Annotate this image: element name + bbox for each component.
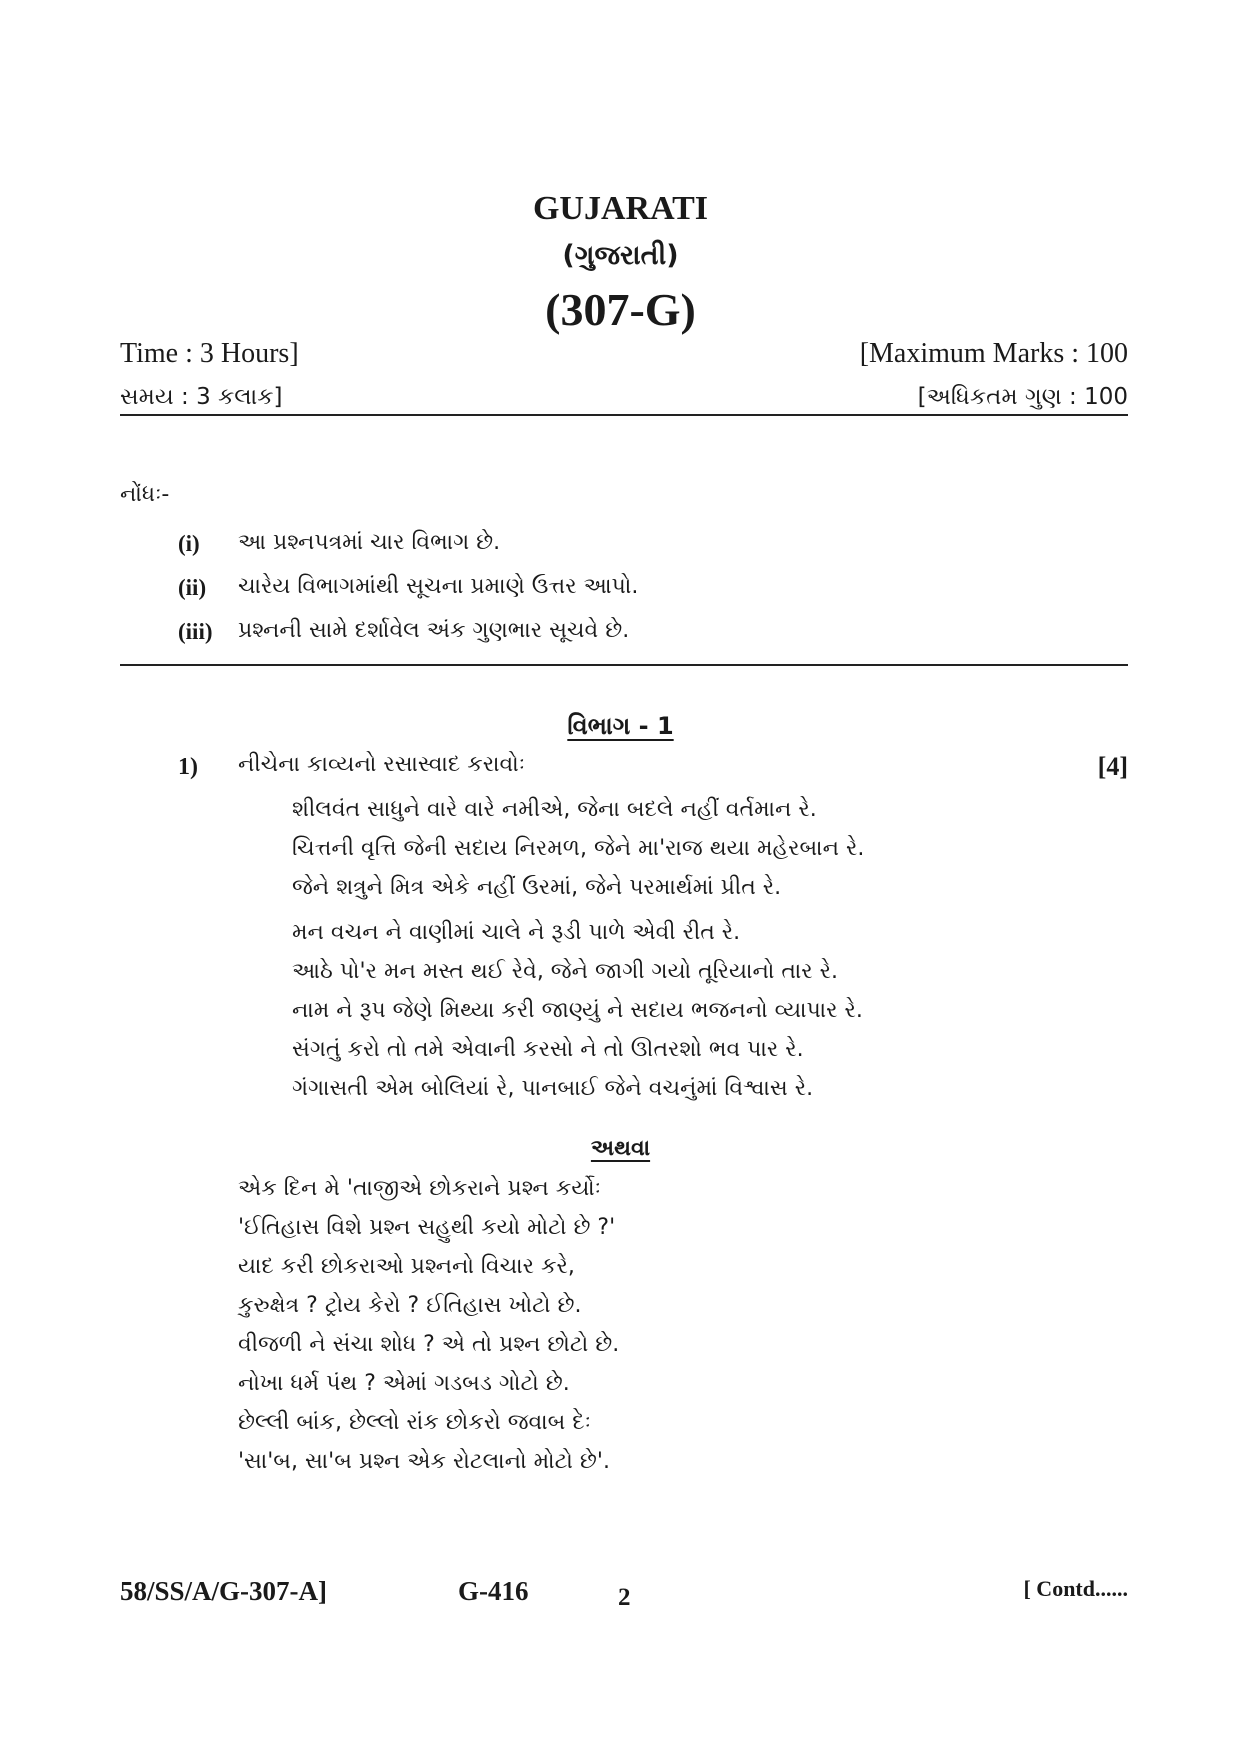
note-text: પ્રશ્નની સામે દર્શાવેલ અંક ગુણભાર સૂચવે છે.	[238, 618, 630, 643]
poem-line: ગંગાસતી એમ બોલિયાં રે, પાનબાઈ જેને વચનુંમાં વિશ્વાસ રે.	[292, 1076, 814, 1101]
max-marks-gujarati: [અધિકતમ ગુણ : 100	[917, 384, 1128, 410]
or-separator: અથવા	[590, 1136, 651, 1161]
poem-line: મન વચન ને વાણીમાં ચાલે ને રૂડી પાળે એવી રીત રે.	[292, 920, 741, 945]
page-number: 2	[618, 1584, 631, 1611]
notes-label: નોંધઃ-	[120, 482, 170, 507]
alt-poem-line: વીજળી ને સંચા શોધ ? એ તો પ્રશ્ન છોટો છે.	[238, 1332, 620, 1357]
poem-line: આઠે પો'ર મન મસ્ત થઈ રેવે, જેને જાગી ગયો તૂરિયાનો તાર રે.	[292, 959, 839, 984]
paper-code: (307-G)	[545, 284, 696, 335]
alt-poem-line: કુરુક્ષેત્ર ? ટ્રોય કેરો ? ઈતિહાસ ખોટો છે.	[238, 1293, 582, 1318]
alt-poem-line: નોખા ધર્મ પંથ ? એમાં ગડબડ ગોટો છે.	[238, 1371, 570, 1396]
continued-label: [ Contd......	[1023, 1576, 1128, 1601]
max-marks-english: [Maximum Marks : 100	[859, 338, 1128, 369]
note-text: આ પ્રશ્નપત્રમાં ચાર વિભાગ છે.	[238, 530, 501, 555]
alt-poem-line: 'સા'બ, સા'બ પ્રશ્ન એક રોટલાનો મોટો છે'.	[238, 1449, 610, 1474]
alt-poem-line: એક દિન મે 'તાજીએ છોકરાને પ્રશ્ન કર્યોઃ	[238, 1176, 601, 1201]
time-english: Time : 3 Hours]	[120, 338, 299, 369]
top-divider	[120, 414, 1128, 416]
alt-poem-line: યાદ કરી છોકરાઓ પ્રશ્નનો વિચાર કરે,	[238, 1254, 575, 1279]
paper-subtitle: (ગુજરાતી)	[562, 240, 679, 271]
question-number: 1)	[178, 754, 198, 780]
paper-title: GUJARATI	[532, 190, 709, 227]
poem-line: ચિત્તની વૃત્તિ જેની સદાય નિરમળ, જેને મા'રાજ થયા મહેરબાન રે.	[292, 836, 865, 861]
question-marks: [4]	[1097, 752, 1128, 781]
note-number: (ii)	[178, 575, 207, 600]
section-heading: વિભાગ - 1	[567, 712, 674, 740]
poem-line: શીલવંત સાધુને વારે વારે નમીએ, જેના બદલે નહીં વર્તમાન રે.	[292, 797, 817, 822]
note-text: ચારેય વિભાગમાંથી સૂચના પ્રમાણે ઉત્તર આપો.	[238, 574, 639, 599]
alt-poem-line: 'ઈતિહાસ વિશે પ્રશ્ન સહુથી કયો મોટો છે ?'	[238, 1215, 616, 1240]
alt-poem-line: છેલ્લી બાંક, છેલ્લો રાંક છોકરો જવાબ દેઃ	[238, 1410, 591, 1435]
poem-line: જેને શત્રુને મિત્ર એકે નહીં ઉરમાં, જેને પરમાર્થમાં પ્રીત રે.	[292, 875, 782, 900]
footer-series: G-416	[458, 1576, 529, 1606]
footer-paper-code: 58/SS/A/G-307-A]	[120, 1576, 328, 1606]
notes-divider	[120, 664, 1128, 666]
note-number: (iii)	[178, 619, 213, 644]
poem-line: સંગતું કરો તો તમે એવાની કરસો ને તો ઊતરશો ભવ પાર રે.	[292, 1037, 804, 1062]
note-number: (i)	[178, 531, 200, 556]
question-text: નીચેના કાવ્યનો રસાસ્વાદ કરાવોઃ	[238, 752, 526, 777]
time-gujarati: સમય : 3 કલાક]	[120, 384, 283, 410]
poem-line: નામ ને રૂપ જેણે મિથ્યા કરી જાણ્યું ને સદાય ભજનનો વ્યાપાર રે.	[292, 998, 863, 1023]
